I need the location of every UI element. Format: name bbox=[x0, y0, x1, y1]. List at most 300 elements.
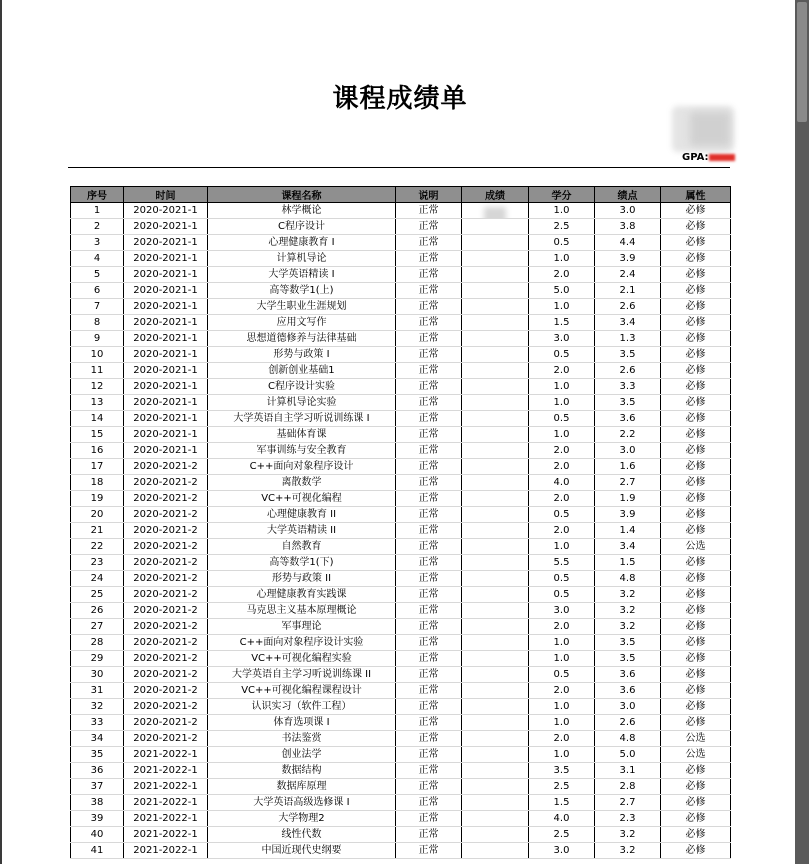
table-row bbox=[71, 843, 731, 859]
row-credit: 1.0 bbox=[529, 539, 595, 555]
row-gradepoint: 3.1 bbox=[595, 763, 661, 779]
row-type: 必修 bbox=[661, 315, 731, 331]
row-term: 2020-2021-1 bbox=[124, 443, 208, 459]
gpa-value-redacted bbox=[709, 154, 735, 161]
row-note: 正常 bbox=[396, 283, 462, 299]
row-gradepoint: 2.6 bbox=[595, 299, 661, 315]
row-index: 22 bbox=[71, 539, 124, 555]
row-index: 32 bbox=[71, 699, 124, 715]
row-score bbox=[462, 619, 529, 635]
row-gradepoint: 3.2 bbox=[595, 603, 661, 619]
row-index: 38 bbox=[71, 795, 124, 811]
row-gradepoint: 4.8 bbox=[595, 731, 661, 747]
col-header-credit: 学分 bbox=[529, 187, 595, 203]
row-index: 16 bbox=[71, 443, 124, 459]
row-course-name: 创业法学 bbox=[208, 747, 396, 763]
row-course-name: 军事训练与安全教育 bbox=[208, 443, 396, 459]
table-row bbox=[71, 363, 731, 379]
row-course-name: 大学物理2 bbox=[208, 811, 396, 827]
row-course-name: 自然教育 bbox=[208, 539, 396, 555]
row-credit: 3.0 bbox=[529, 843, 595, 859]
row-gradepoint: 4.4 bbox=[595, 235, 661, 251]
row-gradepoint: 2.7 bbox=[595, 475, 661, 491]
row-score bbox=[462, 267, 529, 283]
row-note: 正常 bbox=[396, 267, 462, 283]
row-note: 正常 bbox=[396, 715, 462, 731]
row-type: 公选 bbox=[661, 747, 731, 763]
row-credit: 5.0 bbox=[529, 283, 595, 299]
row-note: 正常 bbox=[396, 523, 462, 539]
row-note: 正常 bbox=[396, 811, 462, 827]
row-gradepoint: 2.3 bbox=[595, 811, 661, 827]
row-course-name: 体育选项课 I bbox=[208, 715, 396, 731]
row-score bbox=[462, 587, 529, 603]
row-type: 必修 bbox=[661, 203, 731, 219]
row-type: 必修 bbox=[661, 347, 731, 363]
row-credit: 2.0 bbox=[529, 683, 595, 699]
row-index: 39 bbox=[71, 811, 124, 827]
row-course-name: 离散数学 bbox=[208, 475, 396, 491]
row-note: 正常 bbox=[396, 731, 462, 747]
row-index: 28 bbox=[71, 635, 124, 651]
row-term: 2020-2021-2 bbox=[124, 523, 208, 539]
col-header-term: 时间 bbox=[124, 187, 208, 203]
row-course-name: C++面向对象程序设计实验 bbox=[208, 635, 396, 651]
row-course-name: 创新创业基础1 bbox=[208, 363, 396, 379]
row-type: 必修 bbox=[661, 843, 731, 859]
row-index: 41 bbox=[71, 843, 124, 859]
col-header-note: 说明 bbox=[396, 187, 462, 203]
row-index: 1 bbox=[71, 203, 124, 219]
row-score bbox=[462, 235, 529, 251]
row-index: 30 bbox=[71, 667, 124, 683]
row-gradepoint: 3.4 bbox=[595, 539, 661, 555]
row-note: 正常 bbox=[396, 779, 462, 795]
table-row bbox=[71, 699, 731, 715]
row-type: 必修 bbox=[661, 811, 731, 827]
row-type: 必修 bbox=[661, 283, 731, 299]
row-type: 必修 bbox=[661, 235, 731, 251]
row-index: 3 bbox=[71, 235, 124, 251]
table-row bbox=[71, 811, 731, 827]
row-type: 必修 bbox=[661, 331, 731, 347]
row-gradepoint: 3.8 bbox=[595, 219, 661, 235]
row-term: 2020-2021-1 bbox=[124, 331, 208, 347]
row-score bbox=[462, 347, 529, 363]
row-term: 2020-2021-2 bbox=[124, 539, 208, 555]
row-index: 7 bbox=[71, 299, 124, 315]
table-row bbox=[71, 379, 731, 395]
row-type: 必修 bbox=[661, 651, 731, 667]
row-course-name: 中国近现代史纲要 bbox=[208, 843, 396, 859]
row-score bbox=[462, 731, 529, 747]
row-score bbox=[462, 651, 529, 667]
row-term: 2020-2021-1 bbox=[124, 299, 208, 315]
grades-table bbox=[70, 186, 731, 859]
table-row bbox=[71, 507, 731, 523]
row-index: 11 bbox=[71, 363, 124, 379]
row-score bbox=[462, 635, 529, 651]
row-gradepoint: 1.9 bbox=[595, 491, 661, 507]
row-course-name: C++面向对象程序设计 bbox=[208, 459, 396, 475]
row-credit: 1.0 bbox=[529, 699, 595, 715]
row-credit: 1.0 bbox=[529, 251, 595, 267]
row-credit: 4.0 bbox=[529, 811, 595, 827]
row-type: 必修 bbox=[661, 363, 731, 379]
row-score bbox=[462, 539, 529, 555]
row-credit: 1.0 bbox=[529, 299, 595, 315]
row-term: 2020-2021-2 bbox=[124, 683, 208, 699]
row-score bbox=[462, 251, 529, 267]
row-note: 正常 bbox=[396, 219, 462, 235]
row-gradepoint: 3.3 bbox=[595, 379, 661, 395]
row-credit: 2.5 bbox=[529, 779, 595, 795]
row-type: 必修 bbox=[661, 395, 731, 411]
row-note: 正常 bbox=[396, 379, 462, 395]
table-row bbox=[71, 347, 731, 363]
table-row bbox=[71, 827, 731, 843]
row-score bbox=[462, 475, 529, 491]
row-index: 17 bbox=[71, 459, 124, 475]
row-gradepoint: 3.4 bbox=[595, 315, 661, 331]
row-score bbox=[462, 459, 529, 475]
gpa-label: GPA: bbox=[682, 152, 709, 163]
row-gradepoint: 3.2 bbox=[595, 587, 661, 603]
table-row bbox=[71, 411, 731, 427]
table-row bbox=[71, 331, 731, 347]
row-note: 正常 bbox=[396, 203, 462, 219]
row-gradepoint: 3.5 bbox=[595, 395, 661, 411]
table-row bbox=[71, 443, 731, 459]
row-note: 正常 bbox=[396, 651, 462, 667]
row-gradepoint: 2.8 bbox=[595, 779, 661, 795]
row-note: 正常 bbox=[396, 747, 462, 763]
row-note: 正常 bbox=[396, 491, 462, 507]
row-score bbox=[462, 683, 529, 699]
row-index: 20 bbox=[71, 507, 124, 523]
table-row bbox=[71, 651, 731, 667]
row-term: 2020-2021-1 bbox=[124, 251, 208, 267]
row-term: 2020-2021-2 bbox=[124, 491, 208, 507]
row-type: 必修 bbox=[661, 795, 731, 811]
table-row bbox=[71, 715, 731, 731]
row-note: 正常 bbox=[396, 827, 462, 843]
row-type: 必修 bbox=[661, 715, 731, 731]
row-term: 2020-2021-2 bbox=[124, 475, 208, 491]
row-term: 2020-2021-2 bbox=[124, 507, 208, 523]
header-rule bbox=[68, 167, 730, 168]
row-credit: 2.5 bbox=[529, 827, 595, 843]
row-gradepoint: 3.6 bbox=[595, 411, 661, 427]
row-credit: 5.5 bbox=[529, 555, 595, 571]
row-course-name: 形势与政策 II bbox=[208, 571, 396, 587]
row-course-name: 心理健康教育 II bbox=[208, 507, 396, 523]
row-credit: 0.5 bbox=[529, 235, 595, 251]
row-index: 18 bbox=[71, 475, 124, 491]
row-course-name: 线性代数 bbox=[208, 827, 396, 843]
row-course-name: 军事理论 bbox=[208, 619, 396, 635]
row-credit: 2.0 bbox=[529, 363, 595, 379]
row-index: 29 bbox=[71, 651, 124, 667]
row-credit: 3.5 bbox=[529, 763, 595, 779]
row-note: 正常 bbox=[396, 507, 462, 523]
row-course-name: 思想道德修养与法律基础 bbox=[208, 331, 396, 347]
row-note: 正常 bbox=[396, 699, 462, 715]
row-credit: 4.0 bbox=[529, 475, 595, 491]
table-row bbox=[71, 779, 731, 795]
row-note: 正常 bbox=[396, 235, 462, 251]
row-type: 必修 bbox=[661, 251, 731, 267]
row-index: 9 bbox=[71, 331, 124, 347]
row-term: 2021-2022-1 bbox=[124, 843, 208, 859]
row-course-name: 高等数学1(下) bbox=[208, 555, 396, 571]
row-course-name: 大学英语高级选修课 I bbox=[208, 795, 396, 811]
row-score bbox=[462, 427, 529, 443]
row-credit: 3.0 bbox=[529, 331, 595, 347]
row-note: 正常 bbox=[396, 459, 462, 475]
row-note: 正常 bbox=[396, 395, 462, 411]
gpa-line bbox=[682, 152, 735, 163]
row-score bbox=[462, 571, 529, 587]
row-gradepoint: 2.2 bbox=[595, 427, 661, 443]
row-course-name: VC++可视化编程课程设计 bbox=[208, 683, 396, 699]
row-credit: 1.0 bbox=[529, 715, 595, 731]
row-score bbox=[462, 331, 529, 347]
row-score bbox=[462, 763, 529, 779]
row-note: 正常 bbox=[396, 315, 462, 331]
row-index: 31 bbox=[71, 683, 124, 699]
table-row bbox=[71, 731, 731, 747]
row-credit: 1.0 bbox=[529, 379, 595, 395]
row-note: 正常 bbox=[396, 411, 462, 427]
document-title: 课程成绩单 bbox=[332, 84, 468, 114]
row-credit: 1.0 bbox=[529, 203, 595, 219]
row-gradepoint: 1.6 bbox=[595, 459, 661, 475]
row-credit: 2.0 bbox=[529, 731, 595, 747]
table-row bbox=[71, 667, 731, 683]
row-index: 2 bbox=[71, 219, 124, 235]
row-score bbox=[462, 411, 529, 427]
row-index: 13 bbox=[71, 395, 124, 411]
row-score bbox=[462, 699, 529, 715]
row-note: 正常 bbox=[396, 443, 462, 459]
row-course-name: 计算机导论 bbox=[208, 251, 396, 267]
row-term: 2020-2021-1 bbox=[124, 283, 208, 299]
row-term: 2020-2021-2 bbox=[124, 571, 208, 587]
table-row bbox=[71, 491, 731, 507]
row-note: 正常 bbox=[396, 603, 462, 619]
row-type: 必修 bbox=[661, 299, 731, 315]
row-note: 正常 bbox=[396, 571, 462, 587]
row-index: 14 bbox=[71, 411, 124, 427]
row-term: 2021-2022-1 bbox=[124, 795, 208, 811]
table-row bbox=[71, 635, 731, 651]
row-course-name: 林学概论 bbox=[208, 203, 396, 219]
row-course-name: C程序设计实验 bbox=[208, 379, 396, 395]
row-credit: 2.0 bbox=[529, 267, 595, 283]
row-score bbox=[462, 203, 529, 219]
row-gradepoint: 2.7 bbox=[595, 795, 661, 811]
table-row bbox=[71, 763, 731, 779]
row-credit: 2.0 bbox=[529, 619, 595, 635]
row-term: 2020-2021-2 bbox=[124, 587, 208, 603]
table-row bbox=[71, 251, 731, 267]
vertical-scrollbar[interactable] bbox=[795, 0, 809, 864]
row-term: 2021-2022-1 bbox=[124, 827, 208, 843]
row-score bbox=[462, 219, 529, 235]
row-credit: 2.0 bbox=[529, 523, 595, 539]
row-index: 4 bbox=[71, 251, 124, 267]
row-index: 6 bbox=[71, 283, 124, 299]
row-gradepoint: 1.5 bbox=[595, 555, 661, 571]
row-score bbox=[462, 379, 529, 395]
row-index: 25 bbox=[71, 587, 124, 603]
row-score bbox=[462, 315, 529, 331]
row-gradepoint: 3.9 bbox=[595, 251, 661, 267]
row-note: 正常 bbox=[396, 299, 462, 315]
row-gradepoint: 1.3 bbox=[595, 331, 661, 347]
row-note: 正常 bbox=[396, 587, 462, 603]
row-score bbox=[462, 491, 529, 507]
row-score bbox=[462, 603, 529, 619]
row-gradepoint: 3.6 bbox=[595, 667, 661, 683]
row-note: 正常 bbox=[396, 331, 462, 347]
row-credit: 1.0 bbox=[529, 427, 595, 443]
table-row bbox=[71, 459, 731, 475]
row-index: 37 bbox=[71, 779, 124, 795]
row-type: 必修 bbox=[661, 427, 731, 443]
row-index: 21 bbox=[71, 523, 124, 539]
redacted-scores bbox=[484, 207, 506, 219]
row-term: 2021-2022-1 bbox=[124, 763, 208, 779]
row-term: 2020-2021-2 bbox=[124, 459, 208, 475]
row-type: 必修 bbox=[661, 411, 731, 427]
row-course-name: 大学英语精读 I bbox=[208, 267, 396, 283]
row-term: 2020-2021-1 bbox=[124, 267, 208, 283]
row-course-name: 数据结构 bbox=[208, 763, 396, 779]
row-score bbox=[462, 827, 529, 843]
row-course-name: 计算机导论实验 bbox=[208, 395, 396, 411]
row-score bbox=[462, 507, 529, 523]
row-type: 必修 bbox=[661, 507, 731, 523]
row-term: 2020-2021-2 bbox=[124, 731, 208, 747]
row-index: 35 bbox=[71, 747, 124, 763]
row-type: 必修 bbox=[661, 267, 731, 283]
row-term: 2020-2021-2 bbox=[124, 555, 208, 571]
table-row bbox=[71, 267, 731, 283]
row-index: 5 bbox=[71, 267, 124, 283]
table-row bbox=[71, 619, 731, 635]
table-row bbox=[71, 203, 731, 219]
row-score bbox=[462, 283, 529, 299]
row-credit: 2.0 bbox=[529, 491, 595, 507]
row-score bbox=[462, 715, 529, 731]
table-row bbox=[71, 299, 731, 315]
row-term: 2020-2021-2 bbox=[124, 635, 208, 651]
row-course-name: 基础体育课 bbox=[208, 427, 396, 443]
row-course-name: 马克思主义基本原理概论 bbox=[208, 603, 396, 619]
row-note: 正常 bbox=[396, 619, 462, 635]
row-gradepoint: 3.5 bbox=[595, 651, 661, 667]
row-score bbox=[462, 795, 529, 811]
row-course-name: 大学英语自主学习听说训练课 II bbox=[208, 667, 396, 683]
row-term: 2020-2021-1 bbox=[124, 363, 208, 379]
row-course-name: 心理健康教育实践课 bbox=[208, 587, 396, 603]
row-index: 33 bbox=[71, 715, 124, 731]
row-term: 2020-2021-1 bbox=[124, 379, 208, 395]
row-score bbox=[462, 779, 529, 795]
table-row bbox=[71, 539, 731, 555]
row-course-name: 数据库原理 bbox=[208, 779, 396, 795]
row-term: 2020-2021-2 bbox=[124, 667, 208, 683]
row-type: 必修 bbox=[661, 491, 731, 507]
row-term: 2020-2021-2 bbox=[124, 715, 208, 731]
row-gradepoint: 3.0 bbox=[595, 203, 661, 219]
col-header-score: 成绩 bbox=[462, 187, 529, 203]
grades-table-body bbox=[71, 203, 731, 859]
row-type: 必修 bbox=[661, 699, 731, 715]
row-index: 36 bbox=[71, 763, 124, 779]
row-credit: 0.5 bbox=[529, 571, 595, 587]
row-index: 12 bbox=[71, 379, 124, 395]
col-header-gradepoint: 绩点 bbox=[595, 187, 661, 203]
row-index: 19 bbox=[71, 491, 124, 507]
row-course-name: 形势与政策 I bbox=[208, 347, 396, 363]
page-left-border bbox=[0, 0, 2, 864]
row-credit: 0.5 bbox=[529, 347, 595, 363]
row-course-name: 应用文写作 bbox=[208, 315, 396, 331]
row-score bbox=[462, 747, 529, 763]
row-note: 正常 bbox=[396, 795, 462, 811]
row-credit: 3.0 bbox=[529, 603, 595, 619]
table-row bbox=[71, 555, 731, 571]
table-row bbox=[71, 747, 731, 763]
table-row bbox=[71, 283, 731, 299]
row-term: 2020-2021-2 bbox=[124, 603, 208, 619]
row-note: 正常 bbox=[396, 635, 462, 651]
row-index: 15 bbox=[71, 427, 124, 443]
table-row bbox=[71, 395, 731, 411]
row-note: 正常 bbox=[396, 363, 462, 379]
row-credit: 0.5 bbox=[529, 667, 595, 683]
row-score bbox=[462, 443, 529, 459]
row-note: 正常 bbox=[396, 683, 462, 699]
row-score bbox=[462, 843, 529, 859]
row-course-name: 大学英语自主学习听说训练课 I bbox=[208, 411, 396, 427]
row-gradepoint: 3.5 bbox=[595, 635, 661, 651]
row-index: 40 bbox=[71, 827, 124, 843]
row-type: 必修 bbox=[661, 683, 731, 699]
row-gradepoint: 2.6 bbox=[595, 715, 661, 731]
row-credit: 1.0 bbox=[529, 651, 595, 667]
row-term: 2020-2021-1 bbox=[124, 411, 208, 427]
row-score bbox=[462, 363, 529, 379]
table-row bbox=[71, 795, 731, 811]
col-header-index: 序号 bbox=[71, 187, 124, 203]
row-term: 2020-2021-1 bbox=[124, 219, 208, 235]
row-index: 8 bbox=[71, 315, 124, 331]
row-index: 23 bbox=[71, 555, 124, 571]
table-row bbox=[71, 603, 731, 619]
row-term: 2021-2022-1 bbox=[124, 779, 208, 795]
row-credit: 1.5 bbox=[529, 795, 595, 811]
row-course-name: 大学生职业生涯规划 bbox=[208, 299, 396, 315]
row-type: 必修 bbox=[661, 587, 731, 603]
row-index: 26 bbox=[71, 603, 124, 619]
row-credit: 1.0 bbox=[529, 395, 595, 411]
row-type: 公选 bbox=[661, 731, 731, 747]
row-gradepoint: 3.6 bbox=[595, 683, 661, 699]
